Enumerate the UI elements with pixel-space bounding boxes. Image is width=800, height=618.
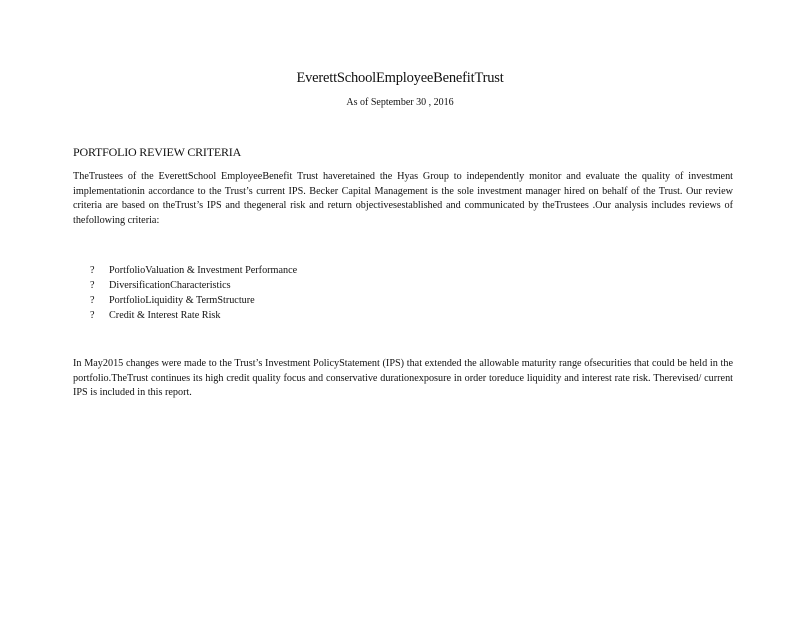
document-title: EverettSchoolEmployeeBenefitTrust [296, 70, 504, 86]
list-item [90, 263, 297, 278]
section-heading: PORTFOLIO REVIEW CRITERIA [73, 145, 242, 159]
list-item [90, 308, 297, 323]
criteria-item-label: Credit & Interest Rate Risk [109, 310, 221, 321]
criteria-list [90, 263, 297, 323]
bullet-icon: ? [90, 280, 95, 291]
bullet-icon: ? [90, 295, 95, 306]
document-date: As of September 30 , 2016 [346, 97, 454, 108]
intro-paragraph: TheTrustees of the EverettSchool EmployeeBenefit Trust haveretained the Hyas Group to independently monitor and evaluate the quality of investment implementationin accordance to the Trust’s current IPS. Becker Capital Management is the sole investment manager hired on behalf of the Trust. Our review criteria are based on theTrust’s IPS and thegeneral risk and return objectivesestablished and communicated by theTrustees .Our analysis includes reviews of thefollowing criteria: [73, 171, 733, 226]
criteria-item-label: PortfolioLiquidity & TermStructure [109, 295, 255, 306]
criteria-item-label: PortfolioValuation & Investment Performance [109, 265, 298, 276]
list-item [90, 278, 297, 293]
criteria-item-label: DiversificationCharacteristics [109, 280, 231, 291]
ips-change-paragraph: In May2015 changes were made to the Trust’s Investment PolicyStatement (IPS) that extended the allowable maturity range ofsecurities that could be held in the portfolio.TheTrust continues its high credit quality focus and conservative durationexposure in order toreduce liquidity and interest rate risk. Therevised/ current IPS is included in this report. [73, 358, 733, 398]
bullet-icon: ? [90, 310, 95, 321]
bullet-icon: ? [90, 265, 95, 276]
list-item [90, 293, 297, 308]
